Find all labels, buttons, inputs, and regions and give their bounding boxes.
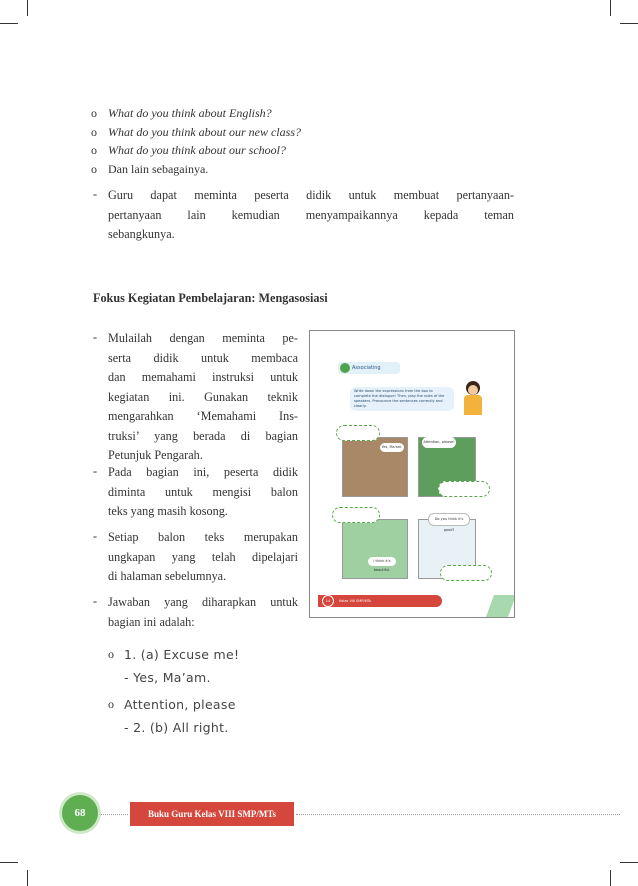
list-dash: -	[93, 594, 98, 608]
text-line: sebangkunya.	[108, 227, 175, 241]
list-dash: -	[93, 330, 98, 344]
text-line: pertanyaan lain kemudian menyampaikannya kepada teman	[108, 207, 514, 222]
left-list-item	[108, 593, 298, 632]
text-line: truksi’ yang berada di bagian	[108, 428, 298, 443]
teacher-illustration	[460, 381, 486, 417]
instruction-box	[350, 387, 454, 411]
page-number: 68	[62, 795, 98, 831]
footer-rule	[296, 814, 620, 815]
list-dash: -	[93, 464, 98, 478]
text-line: di halaman sebelumnya.	[108, 569, 227, 583]
crop-mark	[610, 0, 611, 16]
speech-bubble	[336, 425, 380, 441]
answer-line: - 2. (b) All right.	[124, 720, 229, 735]
footer-title: Buku Guru Kelas VIII SMP/MTs	[130, 802, 294, 826]
text-line: dan memahami instruksi untuk	[108, 370, 298, 384]
student-book-thumbnail	[309, 330, 515, 618]
answer-bullet: o	[108, 647, 114, 661]
section-heading: Fokus Kegiatan Pembelajaran: Mengasosiasi	[93, 291, 328, 305]
question-item: o Dan lain sebagainya.	[91, 162, 209, 176]
speech-bubble: Yes, Ma'am.	[380, 443, 404, 452]
question-item: o What do you think about our new class?	[91, 125, 301, 139]
book-page-number: 14	[322, 595, 334, 607]
left-list-item	[108, 463, 298, 522]
crop-mark	[610, 870, 611, 886]
text-line: Jawaban yang diharapkan untuk	[108, 595, 298, 609]
left-list-item	[108, 329, 298, 466]
book-footer-text: Kelas VIII SMP/MTs	[339, 599, 371, 603]
leaf-icon	[340, 363, 350, 373]
text-line: Mulailah dengan meminta pe-	[108, 331, 298, 345]
text-line: Petunjuk Pengarah.	[108, 448, 203, 462]
speech-bubble: I think it's beautiful.	[368, 557, 396, 566]
text-line: Pada bagian ini, peserta didik	[108, 465, 298, 479]
text-line: teks yang masih kosong.	[108, 504, 228, 518]
text-line: Guru dapat meminta peserta didik untuk membuat pertanyaan-	[108, 188, 514, 202]
guru-paragraph	[108, 186, 514, 245]
answer-line: 1. (a) Excuse me!	[124, 647, 240, 662]
text-line: kegiatan ini. Gunakan teknik	[108, 389, 298, 404]
text-line: bagian ini adalah:	[108, 614, 195, 629]
speech-bubble	[440, 565, 492, 581]
question-item: o What do you think about our school?	[91, 143, 286, 157]
crop-mark	[0, 23, 18, 24]
speech-bubble	[438, 481, 490, 497]
label-text: Associating	[352, 365, 381, 371]
left-list-item	[108, 528, 298, 587]
answer-line: - Yes, Ma’am.	[124, 670, 211, 685]
book-footer-accent	[486, 595, 515, 617]
speech-bubble	[332, 507, 380, 523]
book-footer-bar	[318, 595, 442, 607]
crop-mark	[620, 862, 638, 863]
answer-bullet: o	[108, 697, 114, 711]
text-line: Setiap balon teks merupakan	[108, 530, 298, 544]
instruction-text: Write down the expressions from the box to complete the dialogue! Then, play the roles of the speakers. Pronounce the sentences correctly and clearly.	[354, 389, 445, 408]
crop-mark	[27, 870, 28, 886]
list-dash: -	[93, 529, 98, 543]
footer-rule	[100, 814, 128, 815]
crop-mark	[620, 23, 638, 24]
speech-bubble: Attention, please!	[422, 437, 456, 448]
list-dash: -	[93, 187, 98, 201]
text-line: serta didik untuk membaca	[108, 350, 298, 365]
crop-mark	[0, 862, 18, 863]
speech-bubble: Do you think it's good?	[428, 513, 470, 526]
answer-line: Attention, please	[124, 697, 236, 712]
text-line: mengarahkan ‘Memahami Ins-	[108, 409, 298, 423]
question-item: o What do you think about English?	[91, 106, 272, 120]
text-line: ungkapan yang telah dipelajari	[108, 549, 298, 564]
text-line: diminta untuk mengisi balon	[108, 484, 298, 499]
crop-mark	[27, 0, 28, 16]
